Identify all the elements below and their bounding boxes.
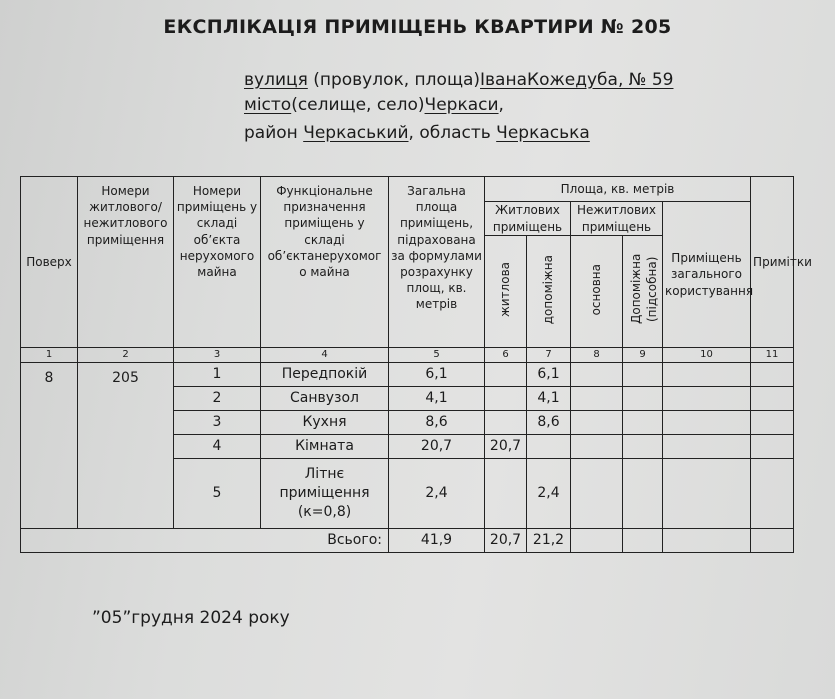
empty-cell: [663, 363, 751, 387]
column-number: 10: [663, 348, 751, 363]
city-value: Черкаси: [424, 95, 499, 115]
city-suffix: ,: [498, 95, 504, 115]
address-district-line: [244, 123, 590, 143]
region-label: , область: [408, 123, 497, 143]
column-number: 9: [623, 348, 663, 363]
region-value: Черкаська: [496, 123, 590, 143]
empty-cell: [571, 435, 623, 459]
table-row: [21, 363, 794, 387]
header-total-area: Загальна площа приміщень, підрахована за формулами розрахунку площ, кв. метрів: [389, 177, 485, 348]
city-hint: (селище, село): [291, 95, 425, 115]
total-aux-area: 21,2: [527, 529, 571, 553]
column-number: 7: [527, 348, 571, 363]
header-common-use: Приміщень загального користування: [663, 202, 751, 348]
empty-cell: [571, 529, 623, 553]
room-total-area: 20,7: [389, 435, 485, 459]
column-number-row: [21, 348, 794, 363]
room-total-area: 4,1: [389, 387, 485, 411]
empty-cell: [663, 459, 751, 529]
room-name-line: (к=0,8): [297, 503, 352, 520]
empty-cell: [623, 529, 663, 553]
room-aux-area: 8,6: [527, 411, 571, 435]
street-hint: (провулок, площа): [307, 70, 481, 90]
street-label: вулиця: [244, 70, 308, 90]
unit-cell: 205: [78, 363, 174, 529]
header-aux-basement-label: Допоміжна (підсобна): [628, 254, 659, 325]
column-number: 6: [485, 348, 527, 363]
header-living-label: житлова: [498, 261, 513, 317]
header-aux-basement: [623, 236, 663, 348]
total-living-area: 20,7: [485, 529, 527, 553]
room-number: 4: [174, 435, 261, 459]
room-name: Кімната: [261, 435, 389, 459]
empty-cell: [751, 363, 794, 387]
empty-cell: [751, 387, 794, 411]
room-living-area: [485, 459, 527, 529]
total-row: [21, 529, 794, 553]
empty-cell: [751, 529, 794, 553]
room-name-line: Літнє: [304, 466, 345, 483]
empty-cell: [663, 435, 751, 459]
header-area-group: Площа, кв. метрів: [485, 177, 751, 202]
room-name: [261, 459, 389, 529]
empty-cell: [623, 459, 663, 529]
room-name: Санвузол: [261, 387, 389, 411]
empty-cell: [623, 387, 663, 411]
room-living-area: [485, 363, 527, 387]
room-number: 5: [174, 459, 261, 529]
empty-cell: [571, 387, 623, 411]
column-number: 4: [261, 348, 389, 363]
empty-cell: [623, 435, 663, 459]
header-function: Функціональне призначення приміщень у складі об’єктанерухомог о майна: [261, 177, 389, 348]
header-room-numbers: Номери приміщень у складі об’єкта нерухомого майна: [174, 177, 261, 348]
column-number: 2: [78, 348, 174, 363]
room-name: Кухня: [261, 411, 389, 435]
header-residential: Житлових приміщень: [485, 202, 571, 236]
street-value: ІванаКожедуба, № 59: [480, 70, 674, 90]
empty-cell: [751, 411, 794, 435]
header-living: [485, 236, 527, 348]
address-street-line: [244, 70, 673, 90]
empty-cell: [623, 363, 663, 387]
header-notes: Примітки: [751, 177, 794, 348]
explication-table: [20, 176, 812, 553]
document-date: ”05”грудня 2024 року: [92, 608, 290, 628]
empty-cell: [663, 411, 751, 435]
header-main: [571, 236, 623, 348]
empty-cell: [663, 387, 751, 411]
room-name-line: приміщення: [279, 485, 370, 502]
room-name: Передпокій: [261, 363, 389, 387]
room-number: 3: [174, 411, 261, 435]
room-total-area: 8,6: [389, 411, 485, 435]
column-number: 1: [21, 348, 78, 363]
header-floor: Поверх: [21, 177, 78, 348]
empty-cell: [571, 363, 623, 387]
room-aux-area: 4,1: [527, 387, 571, 411]
room-living-area: [485, 387, 527, 411]
room-number: 2: [174, 387, 261, 411]
header-main-label: основна: [589, 263, 604, 316]
address-city-line: [244, 95, 504, 115]
empty-cell: [751, 435, 794, 459]
district-label: район: [244, 123, 304, 143]
document-title: ЕКСПЛІКАЦІЯ ПРИМІЩЕНЬ КВАРТИРИ № 205: [163, 16, 672, 38]
room-total-area: 6,1: [389, 363, 485, 387]
room-aux-area: 6,1: [527, 363, 571, 387]
header-auxiliary-label: допоміжна: [541, 254, 556, 325]
room-total-area: 2,4: [389, 459, 485, 529]
header-unit-number: Номери житлового/ нежитлового приміщення: [78, 177, 174, 348]
room-aux-area: [527, 435, 571, 459]
room-living-area: 20,7: [485, 435, 527, 459]
city-label: місто: [244, 95, 292, 115]
floor-cell: 8: [21, 363, 78, 529]
room-number: 1: [174, 363, 261, 387]
empty-cell: [571, 411, 623, 435]
room-living-area: [485, 411, 527, 435]
room-aux-area: 2,4: [527, 459, 571, 529]
empty-cell: [623, 411, 663, 435]
column-number: 3: [174, 348, 261, 363]
empty-cell: [571, 459, 623, 529]
total-label: Всього:: [21, 529, 389, 553]
district-value: Черкаський: [303, 123, 409, 143]
header-non-residential: Нежитлових приміщень: [571, 202, 663, 236]
empty-cell: [751, 459, 794, 529]
empty-cell: [663, 529, 751, 553]
total-area: 41,9: [389, 529, 485, 553]
column-number: 8: [571, 348, 623, 363]
column-number: 5: [389, 348, 485, 363]
header-auxiliary: [527, 236, 571, 348]
column-number: 11: [751, 348, 794, 363]
